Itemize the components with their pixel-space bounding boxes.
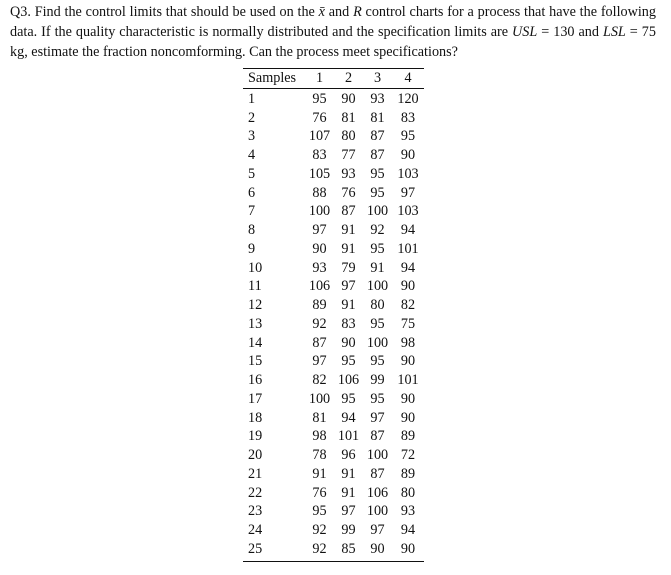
measurement-cell: 95 bbox=[370, 390, 385, 407]
xbar-symbol: x̄ bbox=[318, 4, 325, 20]
table-row bbox=[243, 521, 424, 540]
measurement-cell: 99 bbox=[370, 372, 385, 389]
measurement-cell: 94 bbox=[400, 522, 416, 539]
measurement-cell: 92 bbox=[312, 522, 327, 539]
measurement-cell: 89 bbox=[400, 465, 416, 482]
measurement-cell: 97 bbox=[312, 353, 327, 370]
measurement-cell: 95 bbox=[370, 353, 385, 370]
measurement-cell: 80 bbox=[370, 297, 385, 314]
measurement-cell: 107 bbox=[308, 128, 331, 145]
measurement-cell: 106 bbox=[366, 484, 389, 501]
measurement-cell: 120 bbox=[397, 90, 419, 107]
header-cell: 3 bbox=[373, 70, 382, 86]
measurement-cell: 101 bbox=[397, 372, 419, 389]
table-row bbox=[243, 146, 424, 165]
question-part: Q3. Find the control limits that should be used on the bbox=[10, 4, 319, 20]
measurement-cell: 85 bbox=[341, 540, 356, 557]
header-cell: 4 bbox=[404, 70, 412, 86]
sample-number-cell: 19 bbox=[248, 428, 263, 445]
table-row bbox=[243, 165, 424, 184]
table-row bbox=[243, 184, 424, 203]
measurement-cell: 95 bbox=[370, 240, 385, 257]
lsl-symbol: LSL bbox=[602, 24, 626, 40]
sample-number-cell: 2 bbox=[248, 109, 256, 126]
measurement-cell: 94 bbox=[341, 409, 356, 426]
measurement-cell: 80 bbox=[341, 128, 356, 145]
header-cell: Samples bbox=[248, 70, 297, 86]
measurement-cell: 95 bbox=[400, 128, 416, 145]
table-body bbox=[243, 89, 424, 561]
measurement-cell: 100 bbox=[366, 278, 389, 295]
table-row bbox=[243, 203, 424, 222]
table-row bbox=[243, 484, 424, 503]
measurement-cell: 90 bbox=[400, 278, 416, 295]
table-row bbox=[243, 446, 424, 465]
usl-symbol: USL bbox=[512, 24, 538, 40]
measurement-cell: 72 bbox=[400, 447, 416, 464]
sample-number-cell: 3 bbox=[248, 128, 256, 145]
measurement-cell: 78 bbox=[312, 447, 327, 464]
measurement-cell: 92 bbox=[370, 222, 385, 239]
sample-number-cell: 20 bbox=[248, 447, 263, 464]
measurement-cell: 95 bbox=[341, 390, 356, 407]
table-row bbox=[243, 503, 424, 522]
sample-number-cell: 23 bbox=[248, 503, 263, 520]
table-row bbox=[243, 221, 424, 240]
measurement-cell: 97 bbox=[370, 409, 385, 426]
sample-number-cell: 8 bbox=[248, 222, 256, 239]
measurement-cell: 81 bbox=[312, 409, 327, 426]
sample-number-cell: 21 bbox=[248, 465, 263, 482]
measurement-cell: 87 bbox=[341, 203, 356, 220]
measurement-cell: 80 bbox=[400, 484, 416, 501]
table-row bbox=[243, 109, 424, 128]
table-row bbox=[243, 540, 424, 559]
measurement-cell: 98 bbox=[312, 428, 327, 445]
measurement-cell: 95 bbox=[341, 353, 356, 370]
sample-number-cell: 4 bbox=[248, 147, 256, 164]
question-part: = 75 kg, estimate the fraction noncomforming. Can the process meet specifications? bbox=[10, 24, 656, 60]
table-row bbox=[243, 409, 424, 428]
measurement-cell: 91 bbox=[341, 484, 356, 501]
measurement-cell: 91 bbox=[341, 297, 356, 314]
measurement-cell: 106 bbox=[337, 372, 360, 389]
measurement-cell: 93 bbox=[312, 259, 327, 276]
samples-table bbox=[243, 68, 424, 562]
table-header bbox=[243, 69, 424, 89]
table-row bbox=[243, 334, 424, 353]
sample-number-cell: 12 bbox=[248, 297, 263, 314]
measurement-cell: 97 bbox=[341, 278, 356, 295]
header-cell: 1 bbox=[315, 70, 324, 86]
measurement-cell: 87 bbox=[370, 128, 385, 145]
table-row bbox=[243, 371, 424, 390]
measurement-cell: 82 bbox=[312, 372, 327, 389]
measurement-cell: 94 bbox=[400, 259, 416, 276]
measurement-cell: 83 bbox=[312, 147, 327, 164]
measurement-cell: 98 bbox=[400, 334, 416, 351]
measurement-cell: 97 bbox=[400, 184, 416, 201]
sample-number-cell: 15 bbox=[248, 353, 263, 370]
measurement-cell: 95 bbox=[370, 315, 385, 332]
r-symbol: R bbox=[353, 4, 362, 20]
question-text bbox=[10, 2, 656, 62]
measurement-cell: 76 bbox=[312, 109, 327, 126]
measurement-cell: 87 bbox=[370, 465, 385, 482]
measurement-cell: 106 bbox=[308, 278, 331, 295]
table-row bbox=[243, 240, 424, 259]
measurement-cell: 91 bbox=[341, 240, 356, 257]
measurement-cell: 90 bbox=[341, 334, 356, 351]
measurement-cell: 100 bbox=[366, 447, 389, 464]
measurement-cell: 91 bbox=[370, 259, 385, 276]
sample-number-cell: 7 bbox=[248, 203, 256, 220]
measurement-cell: 100 bbox=[308, 390, 331, 407]
measurement-cell: 88 bbox=[312, 184, 327, 201]
table-row bbox=[243, 296, 424, 315]
measurement-cell: 101 bbox=[397, 240, 419, 257]
sample-number-cell: 22 bbox=[248, 484, 263, 501]
measurement-cell: 96 bbox=[341, 447, 356, 464]
measurement-cell: 90 bbox=[341, 90, 356, 107]
measurement-cell: 94 bbox=[400, 222, 416, 239]
sample-number-cell: 17 bbox=[248, 390, 263, 407]
measurement-cell: 97 bbox=[341, 503, 356, 520]
measurement-cell: 90 bbox=[400, 147, 416, 164]
header-cell: 2 bbox=[344, 70, 353, 86]
question-part: = 130 and bbox=[537, 24, 603, 40]
sample-number-cell: 18 bbox=[248, 409, 263, 426]
measurement-cell: 89 bbox=[400, 428, 416, 445]
measurement-cell: 90 bbox=[370, 540, 385, 557]
measurement-cell: 92 bbox=[312, 315, 327, 332]
measurement-cell: 87 bbox=[370, 147, 385, 164]
measurement-cell: 95 bbox=[312, 90, 327, 107]
table-row bbox=[243, 259, 424, 278]
measurement-cell: 93 bbox=[370, 90, 385, 107]
measurement-cell: 99 bbox=[341, 522, 356, 539]
table-row bbox=[243, 390, 424, 409]
sample-number-cell: 11 bbox=[248, 278, 262, 295]
measurement-cell: 100 bbox=[366, 203, 389, 220]
table-row bbox=[243, 353, 424, 372]
measurement-cell: 83 bbox=[400, 109, 416, 126]
measurement-cell: 79 bbox=[341, 259, 356, 276]
measurement-cell: 76 bbox=[341, 184, 356, 201]
table-row bbox=[243, 428, 424, 447]
measurement-cell: 83 bbox=[341, 315, 356, 332]
measurement-cell: 103 bbox=[397, 203, 419, 220]
measurement-cell: 100 bbox=[308, 203, 331, 220]
sample-number-cell: 25 bbox=[248, 540, 263, 557]
measurement-cell: 82 bbox=[400, 297, 416, 314]
sample-number-cell: 6 bbox=[248, 184, 256, 201]
measurement-cell: 87 bbox=[370, 428, 385, 445]
measurement-cell: 87 bbox=[312, 334, 327, 351]
table-row bbox=[243, 465, 424, 484]
sample-number-cell: 9 bbox=[248, 240, 256, 257]
sample-number-cell: 24 bbox=[248, 522, 263, 539]
measurement-cell: 81 bbox=[370, 109, 385, 126]
measurement-cell: 89 bbox=[312, 297, 327, 314]
measurement-cell: 103 bbox=[397, 165, 419, 182]
measurement-cell: 97 bbox=[370, 522, 385, 539]
measurement-cell: 100 bbox=[366, 503, 389, 520]
measurement-cell: 75 bbox=[400, 315, 416, 332]
measurement-cell: 101 bbox=[337, 428, 360, 445]
measurement-cell: 91 bbox=[341, 222, 356, 239]
measurement-cell: 91 bbox=[312, 465, 327, 482]
sample-number-cell: 16 bbox=[248, 372, 263, 389]
measurement-cell: 77 bbox=[341, 147, 356, 164]
sample-number-cell: 5 bbox=[248, 165, 256, 182]
measurement-cell: 81 bbox=[341, 109, 356, 126]
measurement-cell: 90 bbox=[312, 240, 327, 257]
measurement-cell: 93 bbox=[341, 165, 356, 182]
sample-number-cell: 14 bbox=[248, 334, 263, 351]
table-row bbox=[243, 315, 424, 334]
sample-number-cell: 1 bbox=[248, 90, 256, 107]
question-part: control charts for a process that have the following data. If the quality characteristic is normally distributed and the specification limits are bbox=[10, 4, 656, 40]
measurement-cell: 90 bbox=[400, 409, 416, 426]
measurement-cell: 76 bbox=[312, 484, 327, 501]
measurement-cell: 95 bbox=[370, 165, 385, 182]
table-row bbox=[243, 90, 424, 109]
measurement-cell: 100 bbox=[366, 334, 389, 351]
table-row bbox=[243, 128, 424, 147]
measurement-cell: 93 bbox=[400, 503, 416, 520]
measurement-cell: 90 bbox=[400, 390, 416, 407]
measurement-cell: 91 bbox=[341, 465, 356, 482]
sample-number-cell: 13 bbox=[248, 315, 263, 332]
measurement-cell: 95 bbox=[312, 503, 327, 520]
measurement-cell: 90 bbox=[400, 353, 416, 370]
sample-number-cell: 10 bbox=[248, 259, 263, 276]
measurement-cell: 97 bbox=[312, 222, 327, 239]
measurement-cell: 105 bbox=[308, 165, 331, 182]
measurement-cell: 92 bbox=[312, 540, 327, 557]
table-row bbox=[243, 278, 424, 297]
measurement-cell: 95 bbox=[370, 184, 385, 201]
measurement-cell: 90 bbox=[400, 540, 416, 557]
question-part: and bbox=[324, 4, 354, 20]
